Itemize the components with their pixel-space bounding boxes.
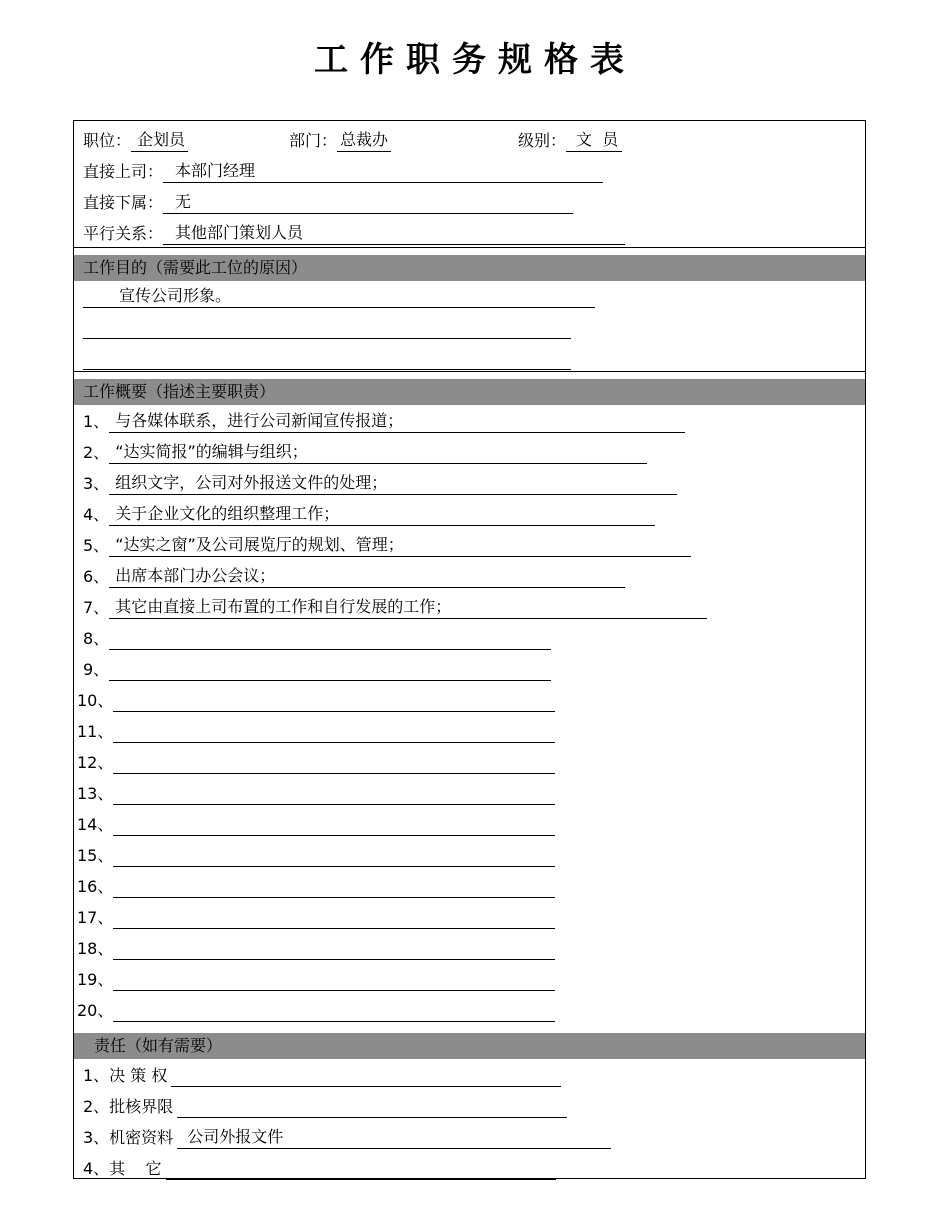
responsibility-item (83, 1095, 567, 1119)
responsibility-label: 1、决 策 权 (83, 1066, 168, 1085)
department-row (289, 129, 391, 153)
position-label: 职位： (83, 131, 132, 150)
section-divider (74, 247, 865, 248)
supervisor-value[interactable]: 本部门经理 (163, 160, 603, 183)
level-value[interactable]: 文 员 (566, 129, 622, 152)
item-number: 17、 (77, 908, 114, 927)
item-number: 15、 (77, 846, 114, 865)
item-number: 8、 (83, 629, 110, 648)
item-text[interactable] (113, 689, 555, 712)
item-text[interactable] (113, 720, 555, 743)
responsibility-value[interactable] (177, 1095, 567, 1118)
item-number: 2、 (83, 443, 110, 462)
item-text[interactable] (113, 906, 555, 929)
item-text[interactable] (113, 844, 555, 867)
subordinate-label: 直接下属： (83, 193, 164, 212)
item-number: 16、 (77, 877, 114, 896)
supervisor-row (83, 160, 603, 184)
responsibility-heading: 责任（如有需要） (74, 1033, 865, 1059)
summary-item (77, 813, 555, 837)
item-text[interactable]: 组织文字，公司对外报送文件的处理； (109, 472, 677, 495)
subordinate-value[interactable]: 无 (163, 191, 573, 214)
item-text[interactable] (109, 658, 551, 681)
item-text[interactable]: “达实简报”的编辑与组织； (109, 441, 647, 464)
item-text[interactable] (113, 813, 555, 836)
summary-item (77, 844, 555, 868)
item-number: 7、 (83, 598, 110, 617)
summary-item (77, 937, 555, 961)
summary-item (77, 782, 555, 806)
summary-item (77, 999, 555, 1023)
item-text[interactable]: 关于企业文化的组织整理工作； (109, 503, 655, 526)
responsibility-item (83, 1064, 561, 1088)
department-label: 部门： (289, 131, 338, 150)
summary-item (83, 534, 691, 558)
item-number: 12、 (77, 753, 114, 772)
parallel-value[interactable]: 其他部门策划人员 (163, 222, 625, 245)
item-text[interactable] (113, 875, 555, 898)
page-title: 工作职务规格表 (314, 40, 636, 80)
item-number: 3、 (83, 474, 110, 493)
summary-item (77, 875, 555, 899)
summary-item (83, 441, 647, 465)
summary-item (83, 472, 677, 496)
position-value[interactable]: 企划员 (131, 129, 188, 152)
summary-item (83, 658, 551, 682)
job-spec-form (73, 120, 866, 1179)
section-divider (74, 371, 865, 372)
summary-item (77, 751, 555, 775)
summary-item (77, 720, 555, 744)
item-number: 5、 (83, 536, 110, 555)
summary-item (83, 503, 655, 527)
summary-item (83, 627, 551, 651)
responsibility-label: 2、批核界限 (83, 1097, 174, 1116)
item-text[interactable] (113, 999, 555, 1022)
subordinate-row (83, 191, 573, 215)
summary-item (77, 968, 555, 992)
level-label: 级别： (518, 131, 567, 150)
item-number: 10、 (77, 691, 114, 710)
item-number: 4、 (83, 505, 110, 524)
purpose-text[interactable]: 宣传公司形象。 (83, 285, 595, 308)
item-number: 13、 (77, 784, 114, 803)
item-text[interactable] (109, 627, 551, 650)
item-text[interactable]: 与各媒体联系，进行公司新闻宣传报道； (109, 410, 685, 433)
item-text[interactable] (113, 937, 555, 960)
item-text[interactable] (113, 782, 555, 805)
responsibility-value[interactable] (171, 1064, 561, 1087)
responsibility-value[interactable]: 公司外报文件 (177, 1126, 611, 1149)
supervisor-label: 直接上司： (83, 162, 164, 181)
item-number: 20、 (77, 1001, 114, 1020)
item-text[interactable]: 出席本部门办公会议； (109, 565, 625, 588)
responsibility-item (83, 1126, 611, 1150)
item-text[interactable] (113, 751, 555, 774)
purpose-line-2[interactable] (83, 338, 571, 339)
purpose-line-3[interactable] (83, 369, 571, 370)
item-text[interactable] (113, 968, 555, 991)
responsibility-label: 3、机密资料 (83, 1128, 174, 1147)
item-number: 9、 (83, 660, 110, 679)
item-text[interactable]: 其它由直接上司布置的工作和自行发展的工作； (109, 596, 707, 619)
summary-item (77, 689, 555, 713)
item-number: 1、 (83, 412, 110, 431)
level-row (518, 129, 622, 153)
position-row (83, 129, 188, 153)
item-number: 11、 (77, 722, 114, 741)
summary-item (83, 596, 707, 620)
parallel-label: 平行关系： (83, 224, 164, 243)
summary-heading: 工作概要（指述主要职责） (74, 379, 865, 405)
summary-item (83, 410, 685, 434)
summary-item (77, 906, 555, 930)
item-number: 18、 (77, 939, 114, 958)
item-text[interactable]: “达实之窗”及公司展览厅的规划、管理； (109, 534, 691, 557)
item-number: 14、 (77, 815, 114, 834)
parallel-row (83, 222, 625, 246)
item-number: 19、 (77, 970, 114, 989)
responsibility-value[interactable] (166, 1157, 556, 1180)
purpose-line-1 (83, 285, 595, 309)
summary-item (83, 565, 625, 589)
purpose-heading: 工作目的（需要此工位的原因） (74, 255, 865, 281)
responsibility-item (83, 1157, 556, 1181)
responsibility-label: 4、其 它 (83, 1159, 162, 1178)
item-number: 6、 (83, 567, 110, 586)
department-value[interactable]: 总裁办 (337, 129, 391, 152)
